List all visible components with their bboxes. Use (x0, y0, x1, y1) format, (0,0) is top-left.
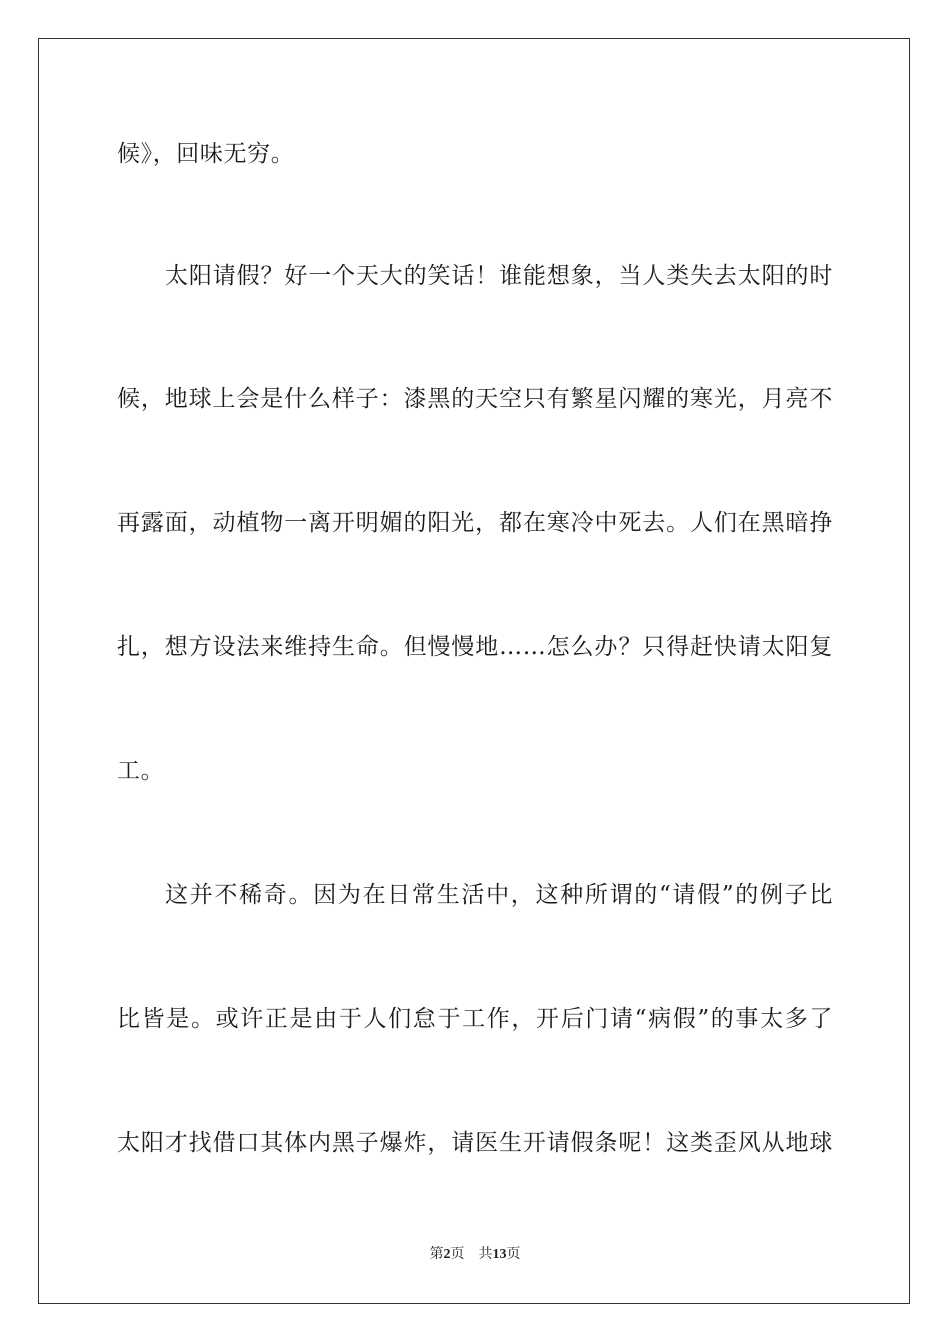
text-line-3: 候，地球上会是什么样子：漆黑的天空只有繁星闪耀的寒光，月亮不 (117, 386, 833, 412)
text-line-8: 比皆是。或许正是由于人们怠于工作，开后门请“病假”的事太多了 (117, 1006, 833, 1032)
text-line-5: 扎，想方设法来维持生命。但慢慢地……怎么办？只得赶快请太阳复 (117, 634, 833, 660)
footer-total-suffix: 页 (506, 1246, 521, 1262)
footer-page-prefix: 第 (429, 1246, 444, 1262)
page-footer (0, 1245, 950, 1264)
footer-page-number: 2 (443, 1247, 451, 1262)
footer-total-prefix: 共 (478, 1246, 493, 1262)
text-line-7: 这并不稀奇。因为在日常生活中，这种所谓的“请假”的例子比 (165, 882, 833, 908)
page-border (38, 38, 910, 1304)
footer-total-pages: 13 (492, 1247, 507, 1262)
text-line-4: 再露面，动植物一离开明媚的阳光，都在寒冷中死去。人们在黑暗挣 (117, 510, 833, 536)
text-line-9: 太阳才找借口其体内黑子爆炸，请医生开请假条呢！这类歪风从地球 (117, 1130, 833, 1156)
text-line-6: 工。 (117, 758, 165, 784)
footer-page-suffix: 页 (450, 1246, 465, 1262)
text-line-2: 太阳请假？好一个天大的笑话！谁能想象，当人类失去太阳的时 (165, 263, 833, 289)
text-line-1: 候》，回味无穷。 (117, 141, 295, 167)
